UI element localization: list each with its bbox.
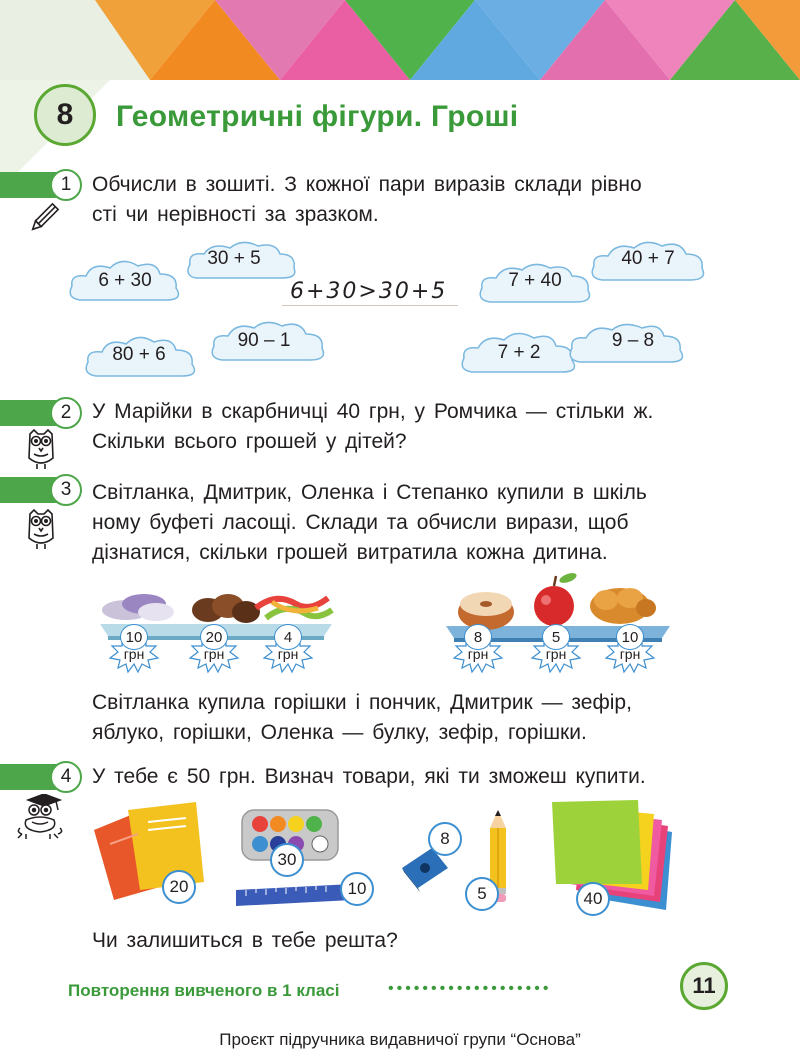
lesson-number-badge: 8	[34, 84, 96, 146]
price-circle: 40	[576, 882, 610, 916]
task-4-question: Чи залишиться в тебе решта?	[92, 929, 398, 952]
task-2-number: 2	[50, 397, 82, 429]
task-3-line-1: Світланка, Дмитрик, Оленка і Степанко купили в шкіль	[92, 481, 647, 504]
page-number: 11	[680, 962, 728, 1010]
task-1-text	[92, 170, 642, 230]
cloud-expression: 7 + 2	[458, 326, 580, 380]
cloud-expression: 7 + 40	[476, 260, 594, 310]
task-1-line-2: сті чи нерівності за зразком.	[92, 203, 379, 226]
price-circle: 10	[340, 872, 374, 906]
task-3-note	[92, 688, 632, 748]
task-3-note-line-2: яблуко, горішки, Оленка — булку, зефір, горішки.	[92, 721, 587, 744]
cloud-expression: 40 + 7	[588, 236, 708, 288]
task-2-text	[92, 397, 653, 457]
price-circle: 8	[428, 822, 462, 856]
task-1-number: 1	[50, 169, 82, 201]
task-3-line-2: ному буфеті ласощі. Склади та обчисли вирази, щоб	[92, 511, 629, 534]
footer-dot-leader: •••••••••••••••••••	[388, 980, 552, 997]
cloud-expression: 80 + 6	[82, 330, 200, 384]
task-3-note-line-1: Світланка купила горішки і пончик, Дмитрик — зефір,	[92, 691, 632, 714]
pencil-icon	[26, 200, 62, 236]
frog-graduate-icon	[14, 794, 64, 840]
colored-paper-image	[550, 798, 680, 916]
price-tag: 10 грн	[106, 622, 162, 678]
task-1-line-1: Обчисли в зошиті. З кожної пари виразів склади рівно	[92, 173, 642, 196]
price-circle: 30	[270, 843, 304, 877]
price-tag: 5 грн	[528, 622, 584, 678]
project-caption: Проєкт підручника видавничої групи “Основа”	[219, 1030, 581, 1049]
price-tag: 20 грн	[186, 622, 242, 678]
cloud-expression: 90 – 1	[208, 316, 328, 368]
cloud-expression: 30 + 5	[184, 238, 300, 284]
cloud-expression: 9 – 8	[566, 318, 688, 370]
task-3-text	[92, 478, 647, 568]
section-footer-label: Повторення вивченого в 1 класі	[68, 981, 340, 1000]
price-tag: 8 грн	[450, 622, 506, 678]
task-2-line-1: У Марійки в скарбничці 40 грн, у Ромчика — стільки ж.	[92, 400, 654, 423]
price-circle: 20	[162, 870, 196, 904]
task-4-line-1: У тебе є 50 грн. Визнач товари, які ти зможеш купити.	[92, 765, 646, 788]
price-circle: 5	[465, 877, 499, 911]
lesson-title: Геометричні фігури. Гроші	[116, 100, 519, 133]
sample-inequality: 6+30>30+5	[290, 279, 448, 304]
task-2-line-2: Скільки всього грошей у дітей?	[92, 430, 407, 453]
task-3-number: 3	[50, 474, 82, 506]
price-tag: 4 грн	[260, 622, 316, 678]
owl-icon	[26, 508, 56, 550]
task-3-line-3: дізнатися, скільки грошей витратила кожна дитина.	[92, 541, 608, 564]
cloud-expression: 6 + 30	[66, 254, 184, 308]
header-banner	[0, 0, 800, 80]
task-4-number: 4	[50, 761, 82, 793]
owl-icon	[26, 428, 56, 470]
price-tag: 10 грн	[602, 622, 658, 678]
ruler-image	[236, 882, 352, 908]
task-4-text	[92, 762, 646, 792]
